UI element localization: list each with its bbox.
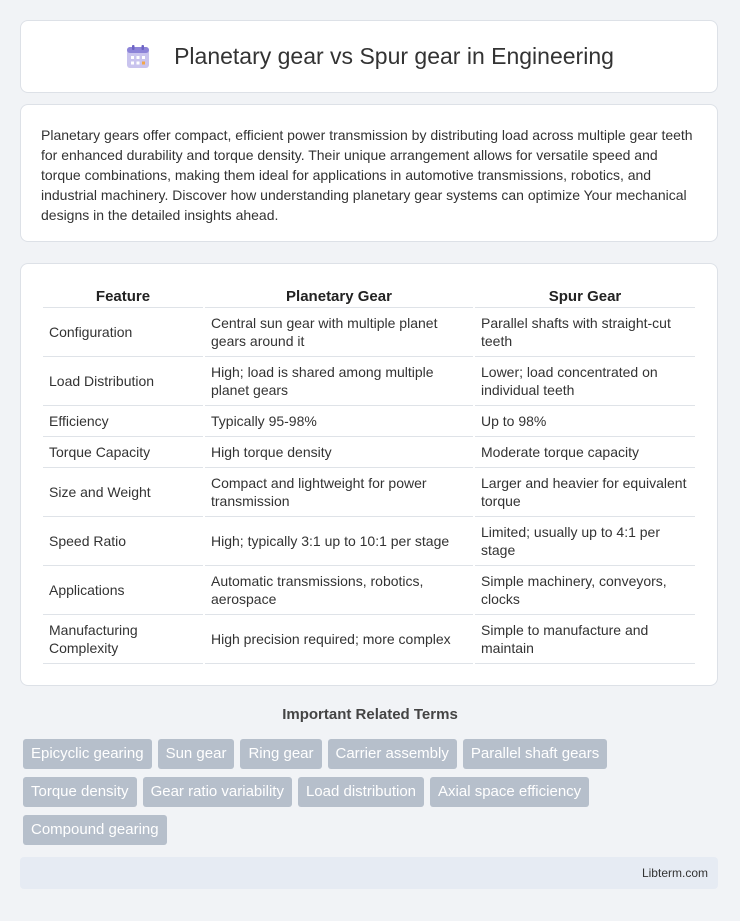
feature-cell: Manufacturing Complexity bbox=[43, 615, 203, 664]
planetary-cell: High precision required; more complex bbox=[205, 615, 473, 664]
spur-cell: Simple machinery, conveyors, clocks bbox=[475, 566, 695, 615]
feature-cell: Speed Ratio bbox=[43, 517, 203, 566]
term-tag[interactable]: Torque density bbox=[23, 777, 137, 807]
table-row bbox=[43, 615, 695, 664]
calendar-icon bbox=[124, 43, 152, 71]
planetary-cell: Central sun gear with multiple planet gears around it bbox=[205, 308, 473, 357]
table-row bbox=[43, 437, 695, 468]
spur-cell: Moderate torque capacity bbox=[475, 437, 695, 468]
term-tag[interactable]: Epicyclic gearing bbox=[23, 739, 152, 769]
feature-cell: Configuration bbox=[43, 308, 203, 357]
feature-cell: Torque Capacity bbox=[43, 437, 203, 468]
table-row bbox=[43, 308, 695, 357]
title-card bbox=[20, 20, 718, 93]
intro-card bbox=[20, 104, 718, 242]
term-tag[interactable]: Ring gear bbox=[240, 739, 321, 769]
term-tag[interactable]: Parallel shaft gears bbox=[463, 739, 607, 769]
footer-brand-link[interactable]: Libterm.com bbox=[641, 866, 708, 880]
spur-cell: Up to 98% bbox=[475, 406, 695, 437]
table-row bbox=[43, 566, 695, 615]
planetary-cell: High; load is shared among multiple planet gears bbox=[205, 357, 473, 406]
table-row bbox=[43, 517, 695, 566]
table-row bbox=[43, 357, 695, 406]
table-header-row bbox=[43, 284, 695, 308]
related-terms-list bbox=[23, 739, 723, 845]
planetary-cell: Typically 95-98% bbox=[205, 406, 473, 437]
planetary-cell: Automatic transmissions, robotics, aerospace bbox=[205, 566, 473, 615]
spur-cell: Parallel shafts with straight-cut teeth bbox=[475, 308, 695, 357]
footer bbox=[20, 857, 718, 889]
term-tag[interactable]: Gear ratio variability bbox=[143, 777, 292, 807]
spur-cell: Lower; load concentrated on individual teeth bbox=[475, 357, 695, 406]
spur-cell: Simple to manufacture and maintain bbox=[475, 615, 695, 664]
term-tag[interactable]: Axial space efficiency bbox=[430, 777, 589, 807]
comparison-table bbox=[41, 284, 697, 664]
feature-cell: Load Distribution bbox=[43, 357, 203, 406]
feature-cell: Size and Weight bbox=[43, 468, 203, 517]
planetary-cell: High torque density bbox=[205, 437, 473, 468]
comparison-card bbox=[20, 263, 718, 686]
intro-paragraph: Planetary gears offer compact, efficient power transmission by distributing load across multiple gear teeth for enhanced durability and torque density. Their unique arrangement allows for versatile speed and torque combinations, making them ideal for applications in automotive transmissions, robotics, and industrial machinery. Discover how understanding planetary gear systems can optimize Your mechanical designs in the detailed insights ahead. bbox=[41, 127, 693, 223]
term-tag[interactable]: Carrier assembly bbox=[328, 739, 457, 769]
header-spur: Spur Gear bbox=[475, 284, 695, 308]
spur-cell: Limited; usually up to 4:1 per stage bbox=[475, 517, 695, 566]
table-row bbox=[43, 406, 695, 437]
header-feature: Feature bbox=[43, 284, 203, 308]
table-row bbox=[43, 468, 695, 517]
term-tag[interactable]: Load distribution bbox=[298, 777, 424, 807]
page-title: Planetary gear vs Spur gear in Engineering bbox=[174, 43, 614, 69]
related-terms-heading: Important Related Terms bbox=[282, 706, 458, 723]
term-tag[interactable]: Sun gear bbox=[158, 739, 235, 769]
term-tag[interactable]: Compound gearing bbox=[23, 815, 167, 845]
feature-cell: Efficiency bbox=[43, 406, 203, 437]
planetary-cell: High; typically 3:1 up to 10:1 per stage bbox=[205, 517, 473, 566]
spur-cell: Larger and heavier for equivalent torque bbox=[475, 468, 695, 517]
header-planetary: Planetary Gear bbox=[205, 284, 473, 308]
feature-cell: Applications bbox=[43, 566, 203, 615]
planetary-cell: Compact and lightweight for power transmission bbox=[205, 468, 473, 517]
